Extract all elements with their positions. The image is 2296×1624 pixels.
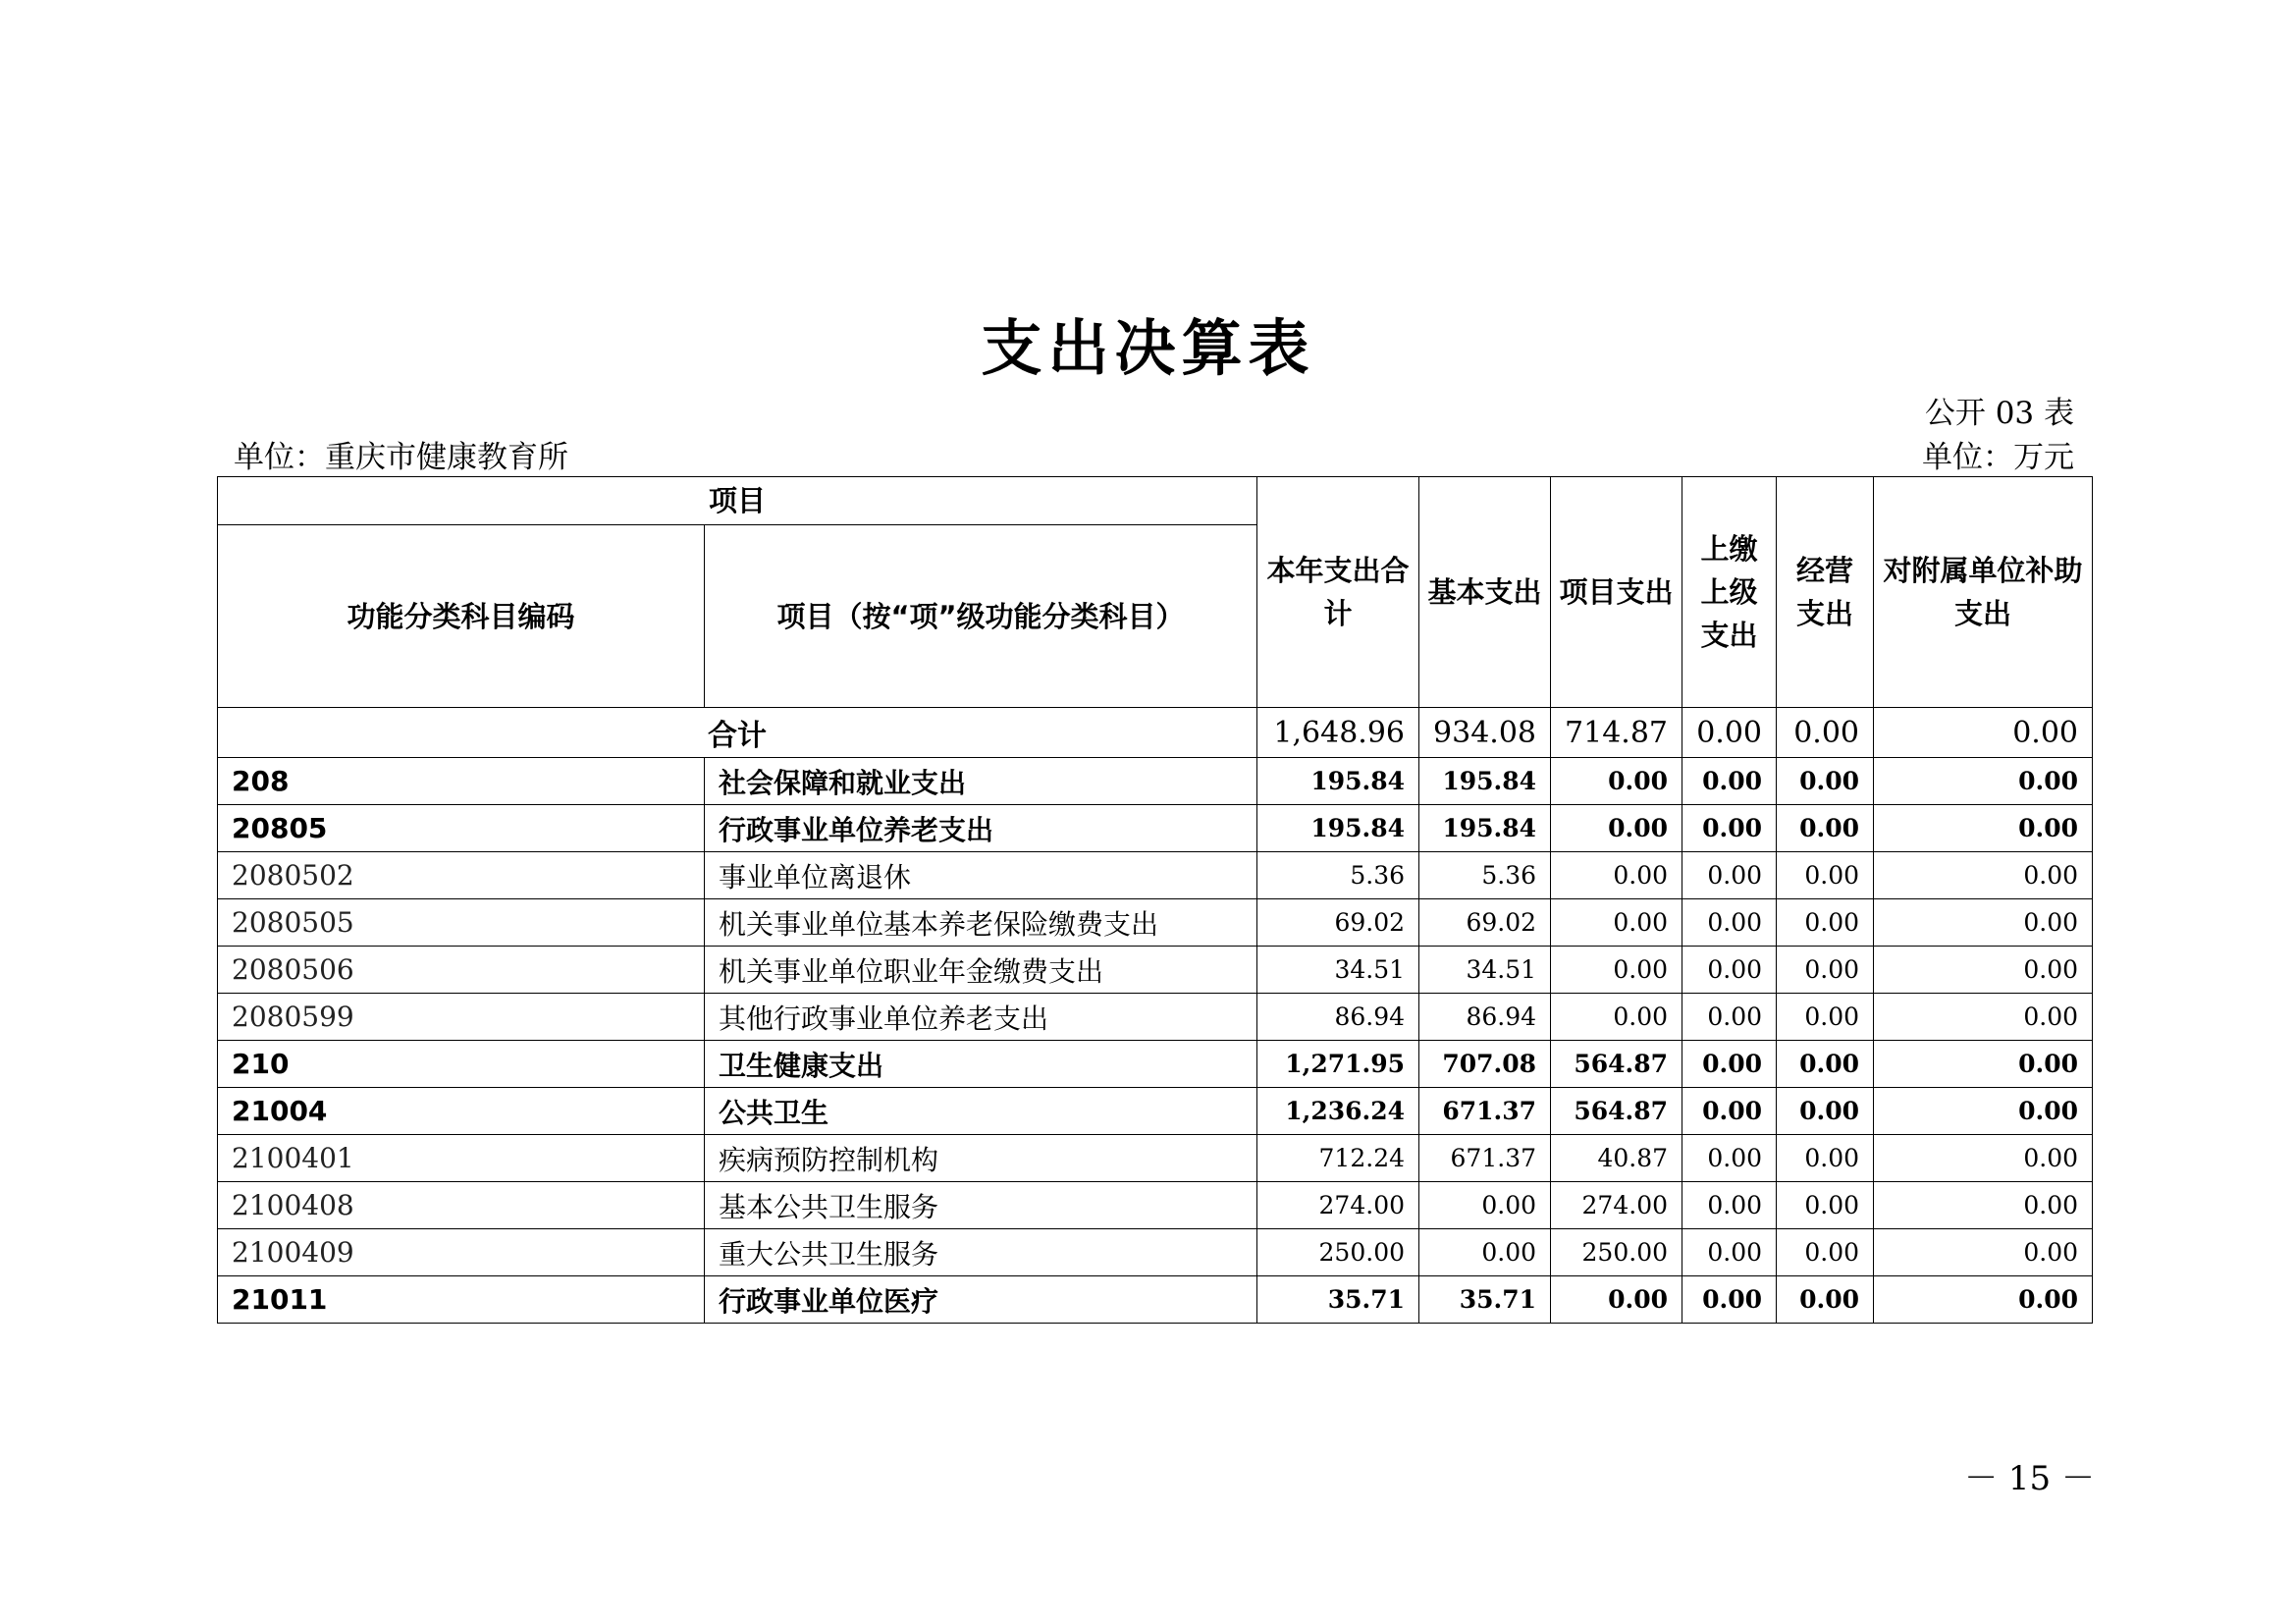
operating-cell: 0.00 [1777, 758, 1874, 805]
subsidy-cell: 0.00 [1874, 1088, 2093, 1135]
code-cell: 21004 [218, 1088, 705, 1135]
total-cell: 34.51 [1257, 947, 1419, 994]
table-row [218, 805, 2093, 852]
basic-cell: 35.71 [1419, 1276, 1551, 1324]
expenditure-table [217, 476, 2093, 1324]
project-cell: 564.87 [1551, 1088, 1682, 1135]
name-cell: 其他行政事业单位养老支出 [705, 994, 1257, 1041]
total-label: 合计 [218, 708, 1257, 758]
name-cell: 社会保障和就业支出 [705, 758, 1257, 805]
total-cell: 1,271.95 [1257, 1041, 1419, 1088]
total-subsidy-cell: 0.00 [1874, 708, 2093, 758]
subsidy-cell: 0.00 [1874, 1229, 2093, 1276]
code-cell: 2100401 [218, 1135, 705, 1182]
name-cell: 行政事业单位医疗 [705, 1276, 1257, 1324]
subsidy-cell: 0.00 [1874, 947, 2093, 994]
page-number: － 15 － [1964, 1459, 2095, 1498]
basic-cell: 671.37 [1419, 1088, 1551, 1135]
header-basic: 基本支出 [1419, 477, 1551, 708]
name-cell: 行政事业单位养老支出 [705, 805, 1257, 852]
table-row [218, 1088, 2093, 1135]
basic-cell: 195.84 [1419, 805, 1551, 852]
remit-cell: 0.00 [1682, 805, 1777, 852]
reporting-unit: 单位：重庆市健康教育所 [234, 440, 568, 475]
total-remit-cell: 0.00 [1682, 708, 1777, 758]
remit-cell: 0.00 [1682, 947, 1777, 994]
basic-cell: 0.00 [1419, 1182, 1551, 1229]
operating-cell: 0.00 [1777, 852, 1874, 899]
basic-cell: 69.02 [1419, 899, 1551, 947]
code-cell: 2080505 [218, 899, 705, 947]
table-row [218, 1182, 2093, 1229]
subsidy-cell: 0.00 [1874, 852, 2093, 899]
total-cell: 35.71 [1257, 1276, 1419, 1324]
total-cell: 69.02 [1257, 899, 1419, 947]
basic-cell: 707.08 [1419, 1041, 1551, 1088]
remit-cell: 0.00 [1682, 1041, 1777, 1088]
subsidy-cell: 0.00 [1874, 758, 2093, 805]
header-project: 项目 [218, 477, 1257, 525]
remit-cell: 0.00 [1682, 1229, 1777, 1276]
operating-cell: 0.00 [1777, 1041, 1874, 1088]
remit-cell: 0.00 [1682, 1088, 1777, 1135]
remit-cell: 0.00 [1682, 1135, 1777, 1182]
total-project-cell: 714.87 [1551, 708, 1682, 758]
table-row [218, 1135, 2093, 1182]
name-cell: 基本公共卫生服务 [705, 1182, 1257, 1229]
header-total: 本年支出合计 [1257, 477, 1419, 708]
total-cell: 195.84 [1257, 805, 1419, 852]
subsidy-cell: 0.00 [1874, 899, 2093, 947]
operating-cell: 0.00 [1777, 994, 1874, 1041]
basic-cell: 0.00 [1419, 1229, 1551, 1276]
remit-cell: 0.00 [1682, 1182, 1777, 1229]
table-row [218, 899, 2093, 947]
subsidy-cell: 0.00 [1874, 1182, 2093, 1229]
total-cell: 712.24 [1257, 1135, 1419, 1182]
name-cell: 疾病预防控制机构 [705, 1135, 1257, 1182]
basic-cell: 5.36 [1419, 852, 1551, 899]
operating-cell: 0.00 [1777, 947, 1874, 994]
project-cell: 0.00 [1551, 994, 1682, 1041]
header-remit-superior: 上缴上级支出 [1682, 477, 1777, 708]
name-cell: 机关事业单位基本养老保险缴费支出 [705, 899, 1257, 947]
operating-cell: 0.00 [1777, 1276, 1874, 1324]
remit-cell: 0.00 [1682, 899, 1777, 947]
project-cell: 250.00 [1551, 1229, 1682, 1276]
remit-cell: 0.00 [1682, 1276, 1777, 1324]
header-name: 项目（按“项”级功能分类科目） [705, 525, 1257, 708]
name-cell: 机关事业单位职业年金缴费支出 [705, 947, 1257, 994]
header-subsidy: 对附属单位补助支出 [1874, 477, 2093, 708]
table-row [218, 852, 2093, 899]
total-cell: 195.84 [1257, 758, 1419, 805]
total-basic-cell: 934.08 [1419, 708, 1551, 758]
project-cell: 40.87 [1551, 1135, 1682, 1182]
remit-cell: 0.00 [1682, 994, 1777, 1041]
subsidy-cell: 0.00 [1874, 994, 2093, 1041]
remit-cell: 0.00 [1682, 758, 1777, 805]
table-row [218, 1229, 2093, 1276]
page-title: 支出决算表 [981, 312, 1315, 384]
operating-cell: 0.00 [1777, 1088, 1874, 1135]
code-cell: 2080599 [218, 994, 705, 1041]
header-code: 功能分类科目编码 [218, 525, 705, 708]
total-operating-cell: 0.00 [1777, 708, 1874, 758]
currency-unit: 单位：万元 [1922, 440, 2074, 475]
total-row [218, 708, 2093, 758]
project-cell: 274.00 [1551, 1182, 1682, 1229]
code-cell: 20805 [218, 805, 705, 852]
header-project-expenditure: 项目支出 [1551, 477, 1682, 708]
header-operating: 经营支出 [1777, 477, 1874, 708]
code-cell: 208 [218, 758, 705, 805]
operating-cell: 0.00 [1777, 1229, 1874, 1276]
basic-cell: 86.94 [1419, 994, 1551, 1041]
subsidy-cell: 0.00 [1874, 1276, 2093, 1324]
table-row [218, 947, 2093, 994]
table-row [218, 1276, 2093, 1324]
table-row [218, 994, 2093, 1041]
code-cell: 2100409 [218, 1229, 705, 1276]
table-row [218, 1041, 2093, 1088]
project-cell: 0.00 [1551, 852, 1682, 899]
subsidy-cell: 0.00 [1874, 805, 2093, 852]
project-cell: 0.00 [1551, 899, 1682, 947]
basic-cell: 671.37 [1419, 1135, 1551, 1182]
total-cell: 5.36 [1257, 852, 1419, 899]
name-cell: 事业单位离退休 [705, 852, 1257, 899]
total-cell: 1,648.96 [1257, 708, 1419, 758]
code-cell: 2080502 [218, 852, 705, 899]
total-cell: 250.00 [1257, 1229, 1419, 1276]
operating-cell: 0.00 [1777, 899, 1874, 947]
project-cell: 0.00 [1551, 758, 1682, 805]
code-cell: 210 [218, 1041, 705, 1088]
subsidy-cell: 0.00 [1874, 1135, 2093, 1182]
project-cell: 564.87 [1551, 1041, 1682, 1088]
operating-cell: 0.00 [1777, 1135, 1874, 1182]
basic-cell: 195.84 [1419, 758, 1551, 805]
operating-cell: 0.00 [1777, 1182, 1874, 1229]
name-cell: 重大公共卫生服务 [705, 1229, 1257, 1276]
project-cell: 0.00 [1551, 805, 1682, 852]
form-number: 公开 03 表 [1924, 396, 2074, 431]
total-cell: 274.00 [1257, 1182, 1419, 1229]
project-cell: 0.00 [1551, 1276, 1682, 1324]
code-cell: 21011 [218, 1276, 705, 1324]
name-cell: 卫生健康支出 [705, 1041, 1257, 1088]
basic-cell: 34.51 [1419, 947, 1551, 994]
name-cell: 公共卫生 [705, 1088, 1257, 1135]
code-cell: 2100408 [218, 1182, 705, 1229]
subsidy-cell: 0.00 [1874, 1041, 2093, 1088]
remit-cell: 0.00 [1682, 852, 1777, 899]
operating-cell: 0.00 [1777, 805, 1874, 852]
total-cell: 86.94 [1257, 994, 1419, 1041]
project-cell: 0.00 [1551, 947, 1682, 994]
code-cell: 2080506 [218, 947, 705, 994]
total-cell: 1,236.24 [1257, 1088, 1419, 1135]
table-row [218, 758, 2093, 805]
